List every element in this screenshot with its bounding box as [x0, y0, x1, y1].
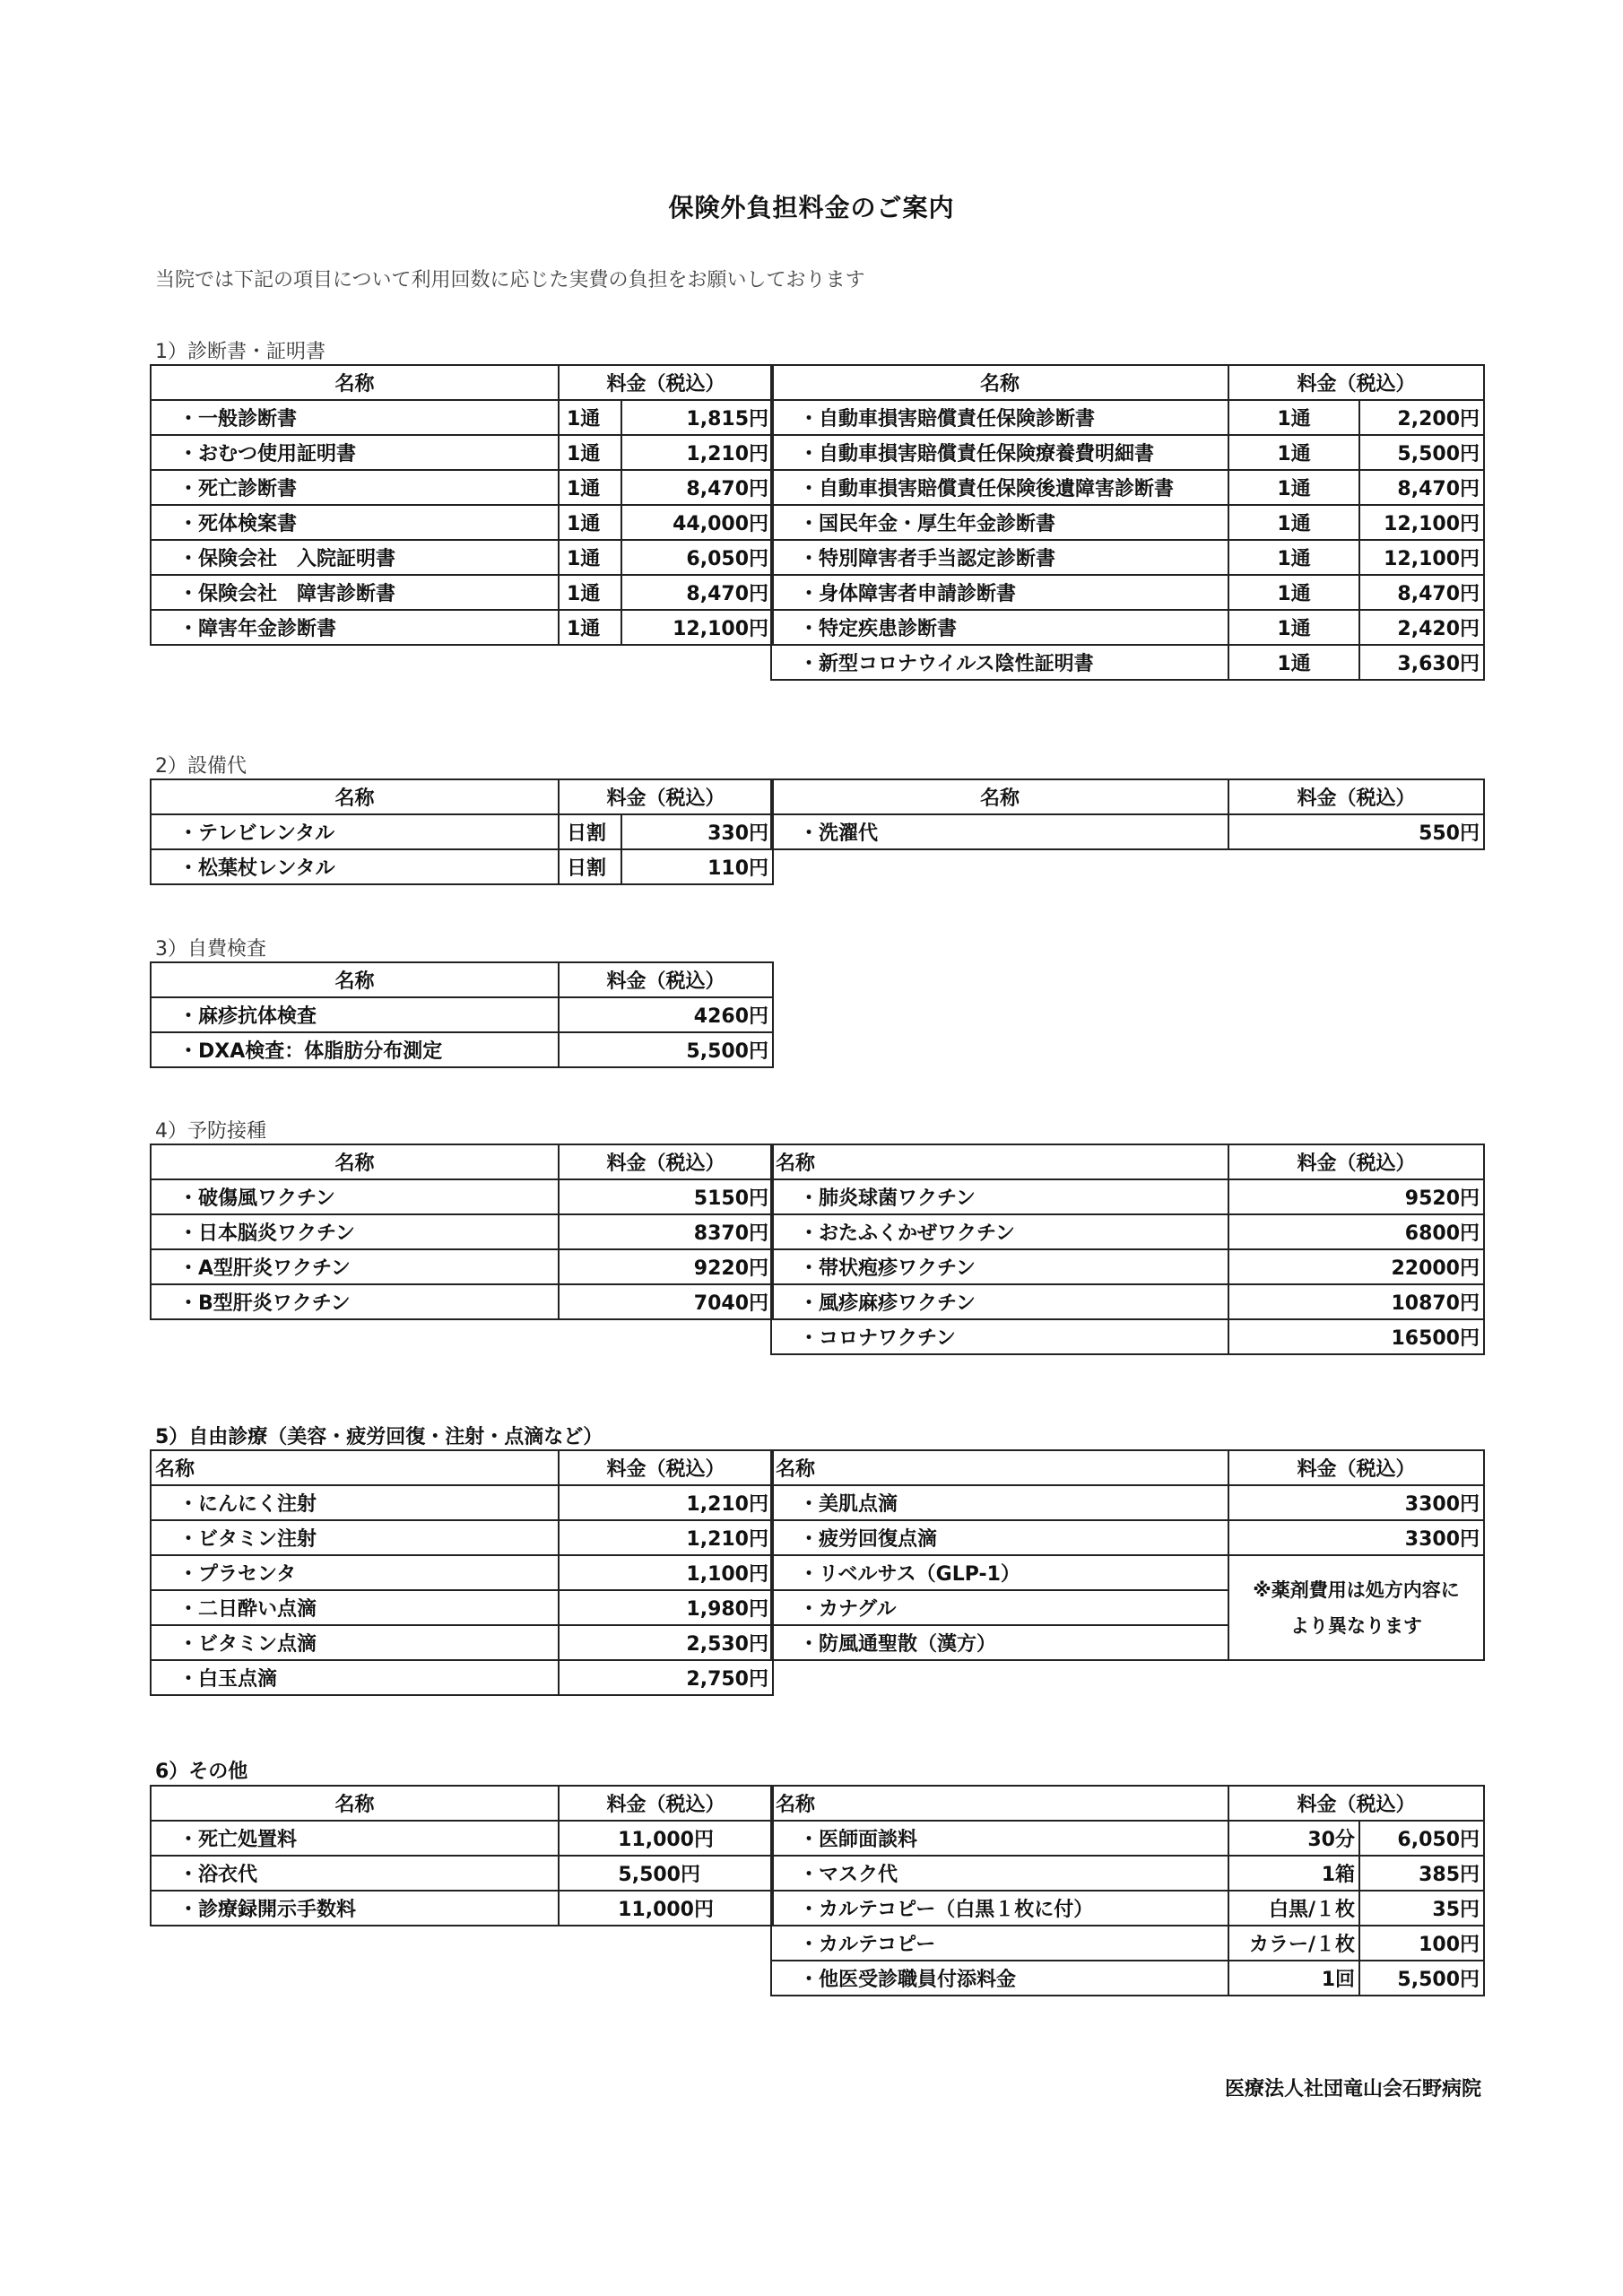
column-header-price: 料金（税込） — [1228, 779, 1484, 814]
item-price: 2,530円 — [559, 1625, 773, 1660]
item-unit: 1箱 — [1228, 1856, 1359, 1891]
item-name: ・診療録開示手数料 — [151, 1891, 559, 1926]
column-header-price: 料金（税込） — [559, 962, 773, 997]
column-header-name: 名称 — [771, 365, 1228, 400]
item-price: 1,815円 — [621, 400, 773, 435]
item-price: 9520円 — [1228, 1179, 1484, 1214]
table-header-row — [151, 962, 773, 997]
table-row — [771, 470, 1484, 505]
section-heading-6: 6）その他 — [155, 1761, 248, 1783]
item-unit: 日割 — [559, 814, 621, 849]
item-price: 8,470円 — [621, 470, 773, 505]
item-price: 8,470円 — [621, 575, 773, 610]
table-row — [771, 1179, 1484, 1214]
item-name: ・テレビレンタル — [151, 814, 559, 849]
table-row — [771, 1891, 1484, 1926]
item-unit: 1通 — [559, 575, 621, 610]
item-price: 8370円 — [559, 1214, 773, 1249]
item-name: ・国民年金・厚生年金診断書 — [771, 505, 1228, 540]
table-row — [771, 645, 1484, 680]
column-header-name: 名称 — [151, 1144, 559, 1179]
item-name: ・医師面談料 — [771, 1821, 1228, 1856]
item-price: 3300円 — [1228, 1520, 1484, 1555]
item-unit: カラー/１枚 — [1228, 1926, 1359, 1961]
table-header-row — [151, 1144, 773, 1179]
item-name: ・リベルサス（GLP-1） — [771, 1555, 1228, 1590]
table-row — [151, 1891, 773, 1926]
item-name: ・風疹麻疹ワクチン — [771, 1284, 1228, 1319]
column-header-name: 名称 — [771, 779, 1228, 814]
item-name: ・二日酔い点滴 — [151, 1590, 559, 1625]
item-price: 35円 — [1359, 1891, 1484, 1926]
column-header-price: 料金（税込） — [559, 1144, 773, 1179]
item-name: ・ビタミン注射 — [151, 1520, 559, 1555]
table-row — [771, 1319, 1484, 1354]
table-row — [771, 575, 1484, 610]
item-name: ・自動車損害賠償責任保険療養費明細書 — [771, 435, 1228, 470]
table-row — [151, 1284, 773, 1319]
item-name: ・新型コロナウイルス陰性証明書 — [771, 645, 1228, 680]
table-row — [151, 1485, 773, 1520]
item-unit: 1通 — [559, 610, 621, 645]
item-unit: 1通 — [1228, 435, 1359, 470]
item-unit: 1通 — [559, 435, 621, 470]
table-s2-left — [150, 778, 774, 885]
item-name: ・カルテコピー — [771, 1926, 1228, 1961]
table-header-row — [771, 1786, 1484, 1821]
table-s5-left — [150, 1449, 774, 1696]
hospital-name: 医療法人社団竜山会石野病院 — [1224, 2078, 1481, 2100]
table-row — [151, 1520, 773, 1555]
item-name: ・コロナワクチン — [771, 1319, 1228, 1354]
item-unit: 1通 — [1228, 400, 1359, 435]
item-unit: 白黒/１枚 — [1228, 1891, 1359, 1926]
table-row — [151, 1660, 773, 1695]
column-header-price: 料金（税込） — [559, 1450, 773, 1485]
column-header-name: 名称 — [771, 1450, 1228, 1485]
item-name: ・DXA検査：体脂肪分布測定 — [151, 1032, 559, 1067]
item-name: ・帯状疱疹ワクチン — [771, 1249, 1228, 1284]
table-row — [771, 435, 1484, 470]
table-header-row — [771, 365, 1484, 400]
item-unit: 1通 — [559, 505, 621, 540]
item-price: 1,210円 — [559, 1485, 773, 1520]
table-s2-right — [770, 778, 1485, 850]
column-header-name: 名称 — [151, 1786, 559, 1821]
item-unit: 日割 — [559, 849, 621, 884]
item-name: ・死体検案書 — [151, 505, 559, 540]
table-row — [771, 1856, 1484, 1891]
table-row — [771, 1821, 1484, 1856]
table-header-row — [151, 1450, 773, 1485]
item-name: ・A型肝炎ワクチン — [151, 1249, 559, 1284]
item-unit: 1回 — [1228, 1961, 1359, 1996]
table-row — [771, 1520, 1484, 1555]
column-header-price: 料金（税込） — [1228, 1144, 1484, 1179]
table-row — [771, 1284, 1484, 1319]
item-name: ・自動車損害賠償責任保険診断書 — [771, 400, 1228, 435]
table-row — [771, 1485, 1484, 1520]
item-name: ・保険会社 入院証明書 — [151, 540, 559, 575]
item-name: ・マスク代 — [771, 1856, 1228, 1891]
item-price: 22000円 — [1228, 1249, 1484, 1284]
table-row — [771, 1961, 1484, 1996]
item-name: ・松葉杖レンタル — [151, 849, 559, 884]
column-header-price: 料金（税込） — [1228, 1786, 1484, 1821]
item-name: ・プラセンタ — [151, 1555, 559, 1590]
item-price: 9220円 — [559, 1249, 773, 1284]
item-price: 1,980円 — [559, 1590, 773, 1625]
table-row — [771, 1249, 1484, 1284]
item-unit: 1通 — [1228, 505, 1359, 540]
item-unit: 30分 — [1228, 1821, 1359, 1856]
item-name: ・死亡診断書 — [151, 470, 559, 505]
column-header-price: 料金（税込） — [1228, 365, 1484, 400]
item-price: 6,050円 — [621, 540, 773, 575]
item-price: 5,500円 — [559, 1032, 773, 1067]
table-row — [151, 400, 773, 435]
table-row — [151, 1821, 773, 1856]
item-price: 1,100円 — [559, 1555, 773, 1590]
item-price: 2,420円 — [1359, 610, 1484, 645]
table-row — [771, 814, 1484, 849]
item-price: 12,100円 — [621, 610, 773, 645]
item-unit: 1通 — [1228, 610, 1359, 645]
item-price: 44,000円 — [621, 505, 773, 540]
item-name: ・疲労回復点滴 — [771, 1520, 1228, 1555]
item-unit: 1通 — [1228, 470, 1359, 505]
item-price: 385円 — [1359, 1856, 1484, 1891]
section-heading-1: 1）診断書・証明書 — [155, 341, 325, 363]
item-name: ・カナグル — [771, 1590, 1228, 1625]
item-price: 4260円 — [559, 997, 773, 1032]
table-header-row — [771, 1144, 1484, 1179]
column-header-name: 名称 — [151, 779, 559, 814]
column-header-name: 名称 — [771, 1144, 1228, 1179]
table-row — [151, 1249, 773, 1284]
table-header-row — [151, 779, 773, 814]
price-note-line-1: ※薬剤費用は処方内容に — [1253, 1578, 1460, 1601]
section-heading-5: 5）自由診療（美容・疲労回復・注射・点滴など） — [155, 1426, 603, 1448]
item-price: 5,500円 — [1359, 1961, 1484, 1996]
table-row — [151, 435, 773, 470]
table-row — [151, 575, 773, 610]
item-price: 6,050円 — [1359, 1821, 1484, 1856]
table-row — [151, 1856, 773, 1891]
item-unit: 1通 — [559, 400, 621, 435]
table-row — [771, 1214, 1484, 1249]
item-name: ・死亡処置料 — [151, 1821, 559, 1856]
item-name: ・白玉点滴 — [151, 1660, 559, 1695]
table-row — [151, 1590, 773, 1625]
column-header-name: 名称 — [771, 1786, 1228, 1821]
item-name: ・B型肝炎ワクチン — [151, 1284, 559, 1319]
item-price: 3300円 — [1228, 1485, 1484, 1520]
item-name: ・美肌点滴 — [771, 1485, 1228, 1520]
table-s6-right — [770, 1785, 1485, 1996]
item-name: ・一般診断書 — [151, 400, 559, 435]
item-name: ・破傷風ワクチン — [151, 1179, 559, 1214]
table-header-row — [151, 365, 773, 400]
item-price: 11,000円 — [559, 1891, 773, 1926]
table-row — [151, 470, 773, 505]
item-price: 100円 — [1359, 1926, 1484, 1961]
item-name: ・特定疾患診断書 — [771, 610, 1228, 645]
column-header-name: 名称 — [151, 962, 559, 997]
page-title: 保険外負担料金のご案内 — [668, 193, 955, 222]
item-price: 5150円 — [559, 1179, 773, 1214]
item-price: 6800円 — [1228, 1214, 1484, 1249]
table-s4-right — [770, 1144, 1485, 1355]
item-name: ・肺炎球菌ワクチン — [771, 1179, 1228, 1214]
item-name: ・おむつ使用証明書 — [151, 435, 559, 470]
table-row — [151, 1214, 773, 1249]
item-name: ・麻疹抗体検査 — [151, 997, 559, 1032]
table-row — [151, 1555, 773, 1590]
table-s3 — [150, 961, 774, 1068]
table-row — [771, 505, 1484, 540]
section-heading-4: 4）予防接種 — [155, 1120, 266, 1143]
column-header-price: 料金（税込） — [559, 1786, 773, 1821]
item-price: 5,500円 — [1359, 435, 1484, 470]
table-s5-right — [770, 1449, 1485, 1661]
table-row — [151, 505, 773, 540]
column-header-price: 料金（税込） — [559, 779, 773, 814]
item-price: 12,100円 — [1359, 540, 1484, 575]
table-row — [151, 849, 773, 884]
table-row — [771, 400, 1484, 435]
column-header-name: 名称 — [151, 1450, 559, 1485]
price-note-line-2: より異なります — [1290, 1614, 1422, 1637]
item-price: 1,210円 — [621, 435, 773, 470]
section-heading-3: 3）自費検査 — [155, 938, 266, 961]
item-name: ・防風通聖散（漢方） — [771, 1625, 1228, 1660]
item-name: ・身体障害者申請診断書 — [771, 575, 1228, 610]
item-price: 3,630円 — [1359, 645, 1484, 680]
item-name: ・カルテコピー（白黒１枚に付） — [771, 1891, 1228, 1926]
item-unit: 1通 — [1228, 645, 1359, 680]
item-price: 8,470円 — [1359, 470, 1484, 505]
item-name: ・他医受診職員付添料金 — [771, 1961, 1228, 1996]
table-row — [771, 1926, 1484, 1961]
item-unit: 1通 — [559, 540, 621, 575]
item-name: ・障害年金診断書 — [151, 610, 559, 645]
item-price: 2,200円 — [1359, 400, 1484, 435]
table-row — [151, 997, 773, 1032]
table-s4-left — [150, 1144, 774, 1320]
table-row — [151, 1179, 773, 1214]
item-price: 7040円 — [559, 1284, 773, 1319]
item-price: 10870円 — [1228, 1284, 1484, 1319]
column-header-price: 料金（税込） — [1228, 1450, 1484, 1485]
item-price: 1,210円 — [559, 1520, 773, 1555]
item-price: 330円 — [621, 814, 773, 849]
item-price: 110円 — [621, 849, 773, 884]
item-name: ・おたふくかぜワクチン — [771, 1214, 1228, 1249]
table-header-row — [151, 1786, 773, 1821]
table-row — [151, 540, 773, 575]
table-row — [151, 1032, 773, 1067]
column-header-name: 名称 — [151, 365, 559, 400]
item-name: ・ビタミン点滴 — [151, 1625, 559, 1660]
item-price: 16500円 — [1228, 1319, 1484, 1354]
table-row — [771, 540, 1484, 575]
intro-text: 当院では下記の項目について利用回数に応じた実費の負担をお願いしております — [155, 269, 865, 291]
table-s6-left — [150, 1785, 774, 1926]
item-name: ・日本脳炎ワクチン — [151, 1214, 559, 1249]
table-s1-left — [150, 364, 774, 646]
table-row — [151, 1625, 773, 1660]
item-name: ・自動車損害賠償責任保険後遺障害診断書 — [771, 470, 1228, 505]
item-name: ・特別障害者手当認定診断書 — [771, 540, 1228, 575]
item-price: 12,100円 — [1359, 505, 1484, 540]
item-unit: 1通 — [1228, 540, 1359, 575]
item-name: ・洗濯代 — [771, 814, 1228, 849]
item-price: 11,000円 — [559, 1821, 773, 1856]
table-header-row — [771, 1450, 1484, 1485]
table-s1-right — [770, 364, 1485, 681]
table-row — [151, 814, 773, 849]
table-header-row — [771, 779, 1484, 814]
item-price: 5,500円 — [559, 1856, 773, 1891]
item-name: ・保険会社 障害診断書 — [151, 575, 559, 610]
item-unit: 1通 — [559, 470, 621, 505]
item-unit: 1通 — [1228, 575, 1359, 610]
item-price: 8,470円 — [1359, 575, 1484, 610]
item-price: 550円 — [1228, 814, 1484, 849]
price-note — [1228, 1555, 1484, 1660]
item-name: ・にんにく注射 — [151, 1485, 559, 1520]
table-row — [151, 610, 773, 645]
column-header-price: 料金（税込） — [559, 365, 773, 400]
section-heading-2: 2）設備代 — [155, 755, 247, 778]
table-row — [771, 1555, 1484, 1590]
item-price: 2,750円 — [559, 1660, 773, 1695]
table-row — [771, 610, 1484, 645]
item-name: ・浴衣代 — [151, 1856, 559, 1891]
